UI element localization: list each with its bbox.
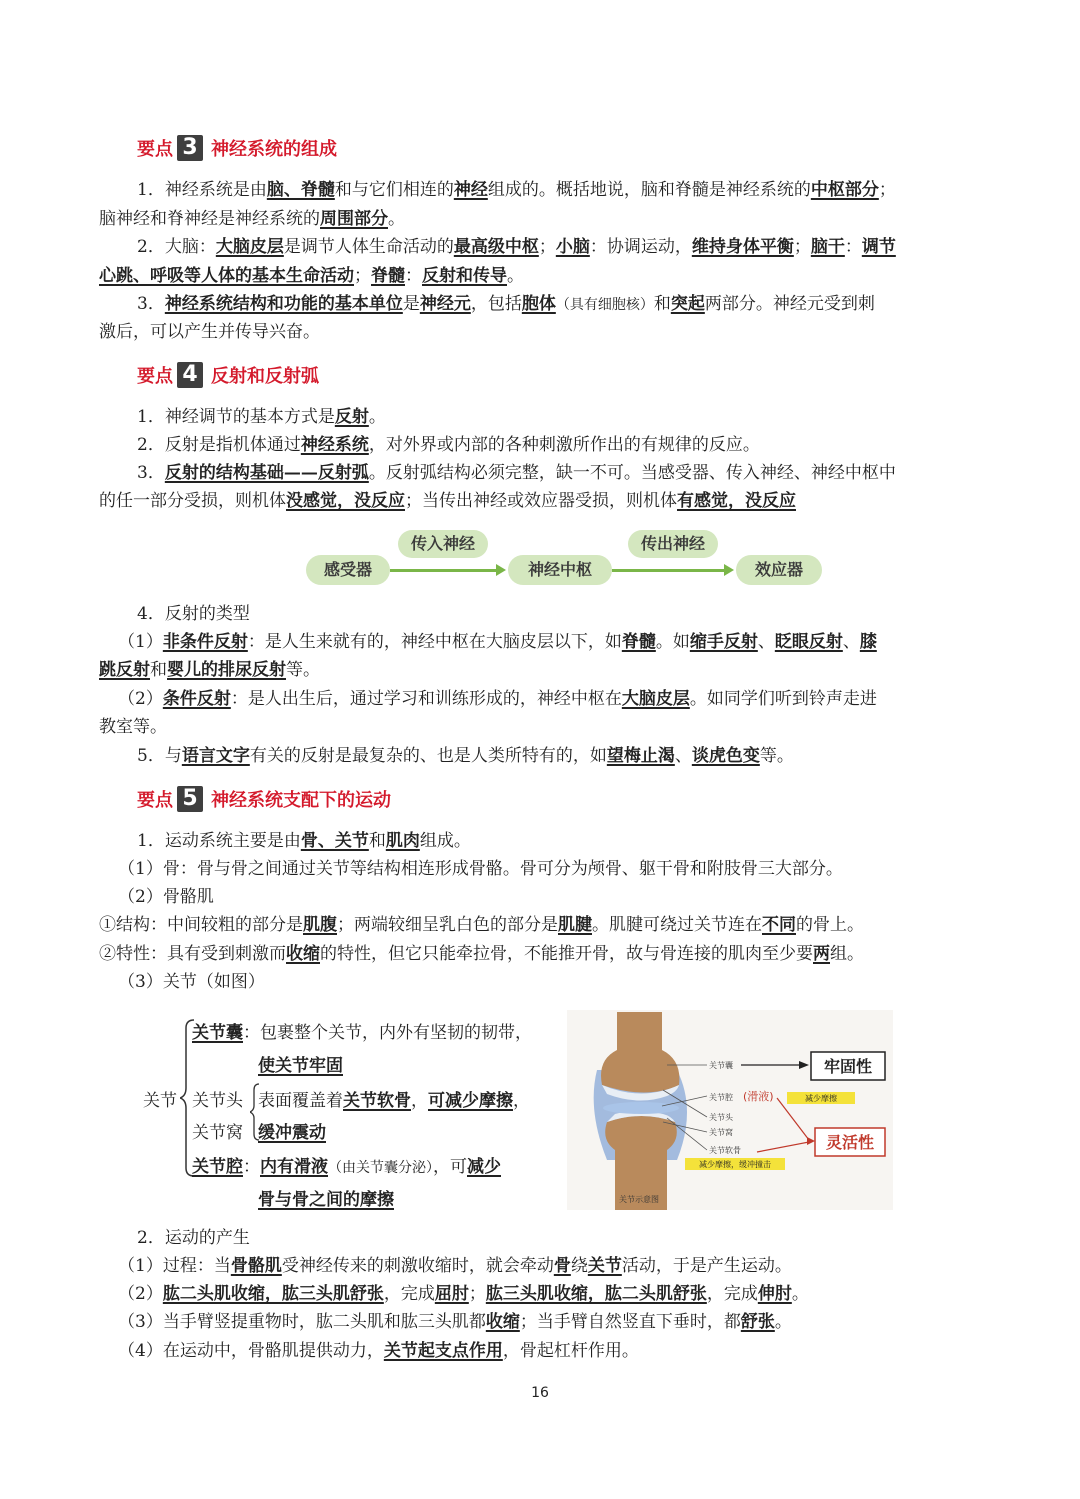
text-run (775, 632, 843, 652)
key-term: 骨 (553, 1256, 571, 1276)
text-run (167, 660, 286, 680)
text-run (435, 1284, 469, 1304)
key-term: 关节软骨 (343, 1091, 411, 1111)
key-term: 维持身体平衡 (691, 237, 794, 257)
key-term: 关节起支点作用 (383, 1341, 503, 1361)
key-term: 反射 (334, 407, 369, 427)
text-run (811, 237, 845, 257)
paragraph-line (99, 940, 989, 968)
text-run: 3． (137, 294, 165, 314)
text-run (301, 831, 369, 851)
section-3-title (137, 133, 337, 163)
text-run (371, 266, 405, 286)
key-term: 反射和传导 (422, 266, 507, 286)
key-term: 婴儿的排尿反射 (167, 660, 286, 680)
text-run: 和 (653, 294, 671, 314)
text-run (860, 632, 877, 652)
text-run: 的任一部分受损，则机体 (99, 491, 286, 511)
paragraph-line (118, 968, 1008, 996)
text-run (486, 1284, 707, 1304)
text-run: ，对外界或内部的各种刺激所作出的有规律的反应。 (368, 435, 760, 455)
text-run: （由关节囊分泌） (328, 1160, 433, 1176)
text-run (163, 1284, 384, 1304)
text-run: 的骨上。 (796, 915, 864, 935)
text-run: 是调节人体生命活动的 (283, 237, 454, 257)
paragraph-line (137, 176, 1027, 204)
key-term: 脑、脊髓 (266, 180, 335, 200)
section-label: 要点 (137, 790, 173, 811)
text-run: （3）当手臂竖提重物时，肱二头肌和肱三头肌都 (118, 1312, 486, 1332)
fig-cartilage-label: 关节软骨 (709, 1146, 741, 1155)
text-run (692, 746, 760, 766)
text-run: 。反射弧结构必须完整，缺一不可。当感受器、传入神经、神经中枢中 (368, 463, 896, 483)
section-heading: 神经系统支配下的运动 (211, 790, 391, 811)
key-term: 条件反射 (162, 689, 231, 709)
text-run: （1） (118, 632, 163, 652)
fig-socket-label: 关节窝 (709, 1128, 733, 1137)
text-run: ：协调运动， (589, 237, 692, 257)
text-run: 受神经传来的刺激收缩时，就会牵动 (281, 1256, 554, 1276)
text-run: 、 (757, 632, 775, 652)
text-run: 表面覆盖着 (258, 1091, 343, 1111)
text-run (556, 237, 590, 257)
text-run: 。 (774, 1312, 792, 1332)
text-run: ；当手臂自然竖直下垂时，都 (519, 1312, 741, 1332)
joint-diagram-figure (567, 1010, 893, 1210)
text-run (231, 1256, 282, 1276)
section-number-badge: 3 (177, 135, 203, 161)
paragraph-line (118, 1252, 1008, 1280)
text-run: 组成的。概括地说，脑和脊髓是神经系统的 (487, 180, 811, 200)
text-run: 和 (368, 831, 386, 851)
key-term: 神经系统结构和功能的基本单位 (164, 294, 403, 314)
text-run (99, 660, 150, 680)
text-run (554, 1256, 571, 1276)
key-term: 减少 (467, 1157, 501, 1177)
text-run: 。如同学们听到铃声走进 (689, 689, 877, 709)
key-term: 小脑 (555, 237, 590, 257)
text-run (422, 266, 507, 286)
section-number-badge: 4 (177, 362, 203, 388)
text-run (762, 915, 796, 935)
text-run: ，骨起杠杆作用。 (502, 1341, 639, 1361)
key-term: 周围部分 (320, 209, 388, 229)
text-run (260, 1157, 328, 1177)
joint-illustration (567, 1010, 893, 1210)
key-term: 缩手反射 (689, 632, 758, 652)
joint-root-label: 关节 (143, 1091, 177, 1111)
text-run (677, 491, 796, 511)
text-run: ①结构：中间较粗的部分是 (99, 915, 303, 935)
text-run (671, 294, 705, 314)
text-run: 。 (388, 209, 405, 229)
key-term: 脊髓 (621, 632, 656, 652)
key-term: 收缩 (485, 1312, 520, 1332)
page-number: 16 (531, 1385, 549, 1401)
text-run (335, 407, 369, 427)
text-run (862, 237, 896, 257)
text-run: ；当传出神经或效应器受损，则机体 (405, 491, 677, 511)
joint-socket-label: 关节窝 (192, 1123, 243, 1143)
text-run: 4．反射的类型 (137, 604, 250, 624)
key-term: 关节囊 (192, 1023, 243, 1043)
afferent-label: 传入神经 (398, 530, 488, 558)
text-run (165, 294, 403, 314)
text-run (258, 1123, 326, 1143)
key-term: 神经元 (419, 294, 471, 314)
section-number-badge: 5 (177, 786, 203, 812)
joint-cavity-line (192, 1152, 501, 1177)
paragraph-line (118, 685, 1008, 713)
flexibility-text: 灵活性 (825, 1133, 875, 1152)
stability-text: 牢固性 (823, 1057, 873, 1076)
text-run: 3． (137, 463, 165, 483)
text-run: ： (243, 1157, 260, 1177)
key-term: 最高级中枢 (453, 237, 539, 257)
text-run: 、 (842, 632, 860, 652)
text-run: （2）骨骼肌 (118, 887, 214, 907)
key-term: 神经系统 (300, 435, 369, 455)
key-term: 可减少摩擦 (428, 1091, 513, 1111)
text-run (622, 689, 690, 709)
joint-head-desc (258, 1086, 530, 1111)
text-run (813, 944, 830, 964)
key-term: 语言文字 (181, 746, 250, 766)
text-run: （3）关节（如图） (118, 972, 265, 992)
text-run (267, 180, 335, 200)
joint-head-label: 关节头 (192, 1091, 243, 1111)
joint-cavity-line-2 (258, 1185, 394, 1210)
fig-capsule-label: 关节囊 (709, 1061, 733, 1070)
key-term: 脊髓 (371, 266, 405, 286)
text-run (486, 1312, 520, 1332)
key-term: 收缩 (286, 944, 320, 964)
text-run: （1）骨：骨与骨之间通过关节等结构相连形成骨骼。骨可分为颅骨、躯干骨和附肢骨三大部分。 (118, 859, 843, 879)
text-run: ； (468, 1284, 486, 1304)
key-term: 骨、关节 (300, 831, 369, 851)
arrow (390, 569, 498, 572)
key-term: 反射的结构基础——反射弧 (164, 463, 369, 483)
text-run: 1．神经调节的基本方式是 (137, 407, 335, 427)
key-term: 舒张 (740, 1312, 775, 1332)
key-term: 有感觉，没反应 (677, 491, 796, 511)
text-run: 等。 (286, 660, 320, 680)
fig-head-label: 关节头 (709, 1113, 733, 1122)
text-run (758, 1284, 792, 1304)
paragraph-line (118, 1308, 1008, 1336)
text-run: （2） (118, 689, 163, 709)
text-run (99, 266, 354, 286)
section-heading: 神经系统的组成 (211, 139, 337, 160)
key-term: 关节腔 (192, 1157, 243, 1177)
paragraph-line (99, 656, 989, 684)
key-term: 调节 (861, 237, 896, 257)
text-run: 2．反射是指机体通过 (137, 435, 301, 455)
text-run: ：是人出生后，通过学习和训练形成的，神经中枢在 (230, 689, 622, 709)
text-run (286, 491, 405, 511)
text-run (467, 1157, 501, 1177)
text-run: 和与它们相连的 (334, 180, 454, 200)
fig-tag-1: 减少摩擦 (805, 1094, 837, 1103)
key-term: 大脑皮层 (215, 237, 284, 257)
key-term: 关节 (587, 1256, 622, 1276)
text-run (320, 209, 388, 229)
key-term: 突起 (670, 294, 705, 314)
key-term: 大脑皮层 (621, 689, 690, 709)
key-term: 肱二头肌收缩，肱三头肌舒张 (162, 1284, 384, 1304)
paragraph-line (137, 403, 1027, 431)
reflex-arc-diagram (306, 530, 826, 590)
text-run: 的特性，但它只能牵拉骨，不能推开骨，故与骨连接的肌肉至少要 (320, 944, 813, 964)
arrow-head (496, 564, 506, 576)
text-run (301, 435, 369, 455)
text-run: ：是人生来就有的，神经中枢在大脑皮层以下，如 (247, 632, 622, 652)
key-term: 内有滑液 (260, 1157, 328, 1177)
text-run (192, 1023, 243, 1043)
efferent-label: 传出神经 (628, 530, 718, 558)
paragraph-line (137, 290, 1027, 319)
text-run: 等。 (759, 746, 794, 766)
text-run (428, 1091, 513, 1111)
fig-tag-2: 减少摩擦，缓冲撞击 (699, 1160, 771, 1169)
paragraph-line (99, 911, 989, 939)
text-run: ： (405, 266, 422, 286)
section-label: 要点 (137, 139, 173, 160)
text-run (558, 915, 592, 935)
key-term: 骨骼肌 (230, 1256, 282, 1276)
fig-cavity-label: 关节腔 (709, 1093, 733, 1102)
center-node: 神经中枢 (508, 555, 612, 585)
paragraph-line (99, 262, 989, 290)
key-term: 跳反射 (99, 660, 150, 680)
text-run: 脑神经和脊神经是神经系统的 (99, 209, 320, 229)
text-run: ， (513, 1091, 530, 1111)
key-term: 缓冲震动 (258, 1123, 326, 1143)
section-5-title (137, 784, 391, 814)
paragraph-line (118, 1280, 1008, 1308)
key-term: 肌腱 (558, 915, 592, 935)
text-run (258, 1190, 394, 1210)
text-run: （具有细胞核） (555, 297, 654, 313)
key-term: 使关节牢固 (258, 1056, 343, 1076)
key-term: 肱三头肌收缩，肱二头肌舒张 (485, 1284, 707, 1304)
paragraph-line (137, 233, 1027, 261)
key-term: 肌腹 (303, 915, 337, 935)
text-run (454, 237, 539, 257)
paragraph-line (137, 742, 1027, 770)
joint-capsule-line-2 (258, 1051, 343, 1076)
key-term: 两 (813, 944, 830, 964)
text-run: 、 (674, 746, 692, 766)
text-run: ，可 (433, 1157, 467, 1177)
effector-node: 效应器 (736, 555, 822, 585)
text-run (303, 915, 337, 935)
paragraph-line (99, 487, 989, 515)
text-run (182, 746, 250, 766)
text-run (811, 180, 879, 200)
text-run: 和 (150, 660, 167, 680)
text-run: 教室等。 (99, 717, 167, 737)
text-run: ； (538, 237, 556, 257)
text-run (163, 689, 231, 709)
text-run: ， (411, 1091, 428, 1111)
section-heading: 反射和反射弧 (211, 366, 319, 387)
text-run: 是 (402, 294, 420, 314)
key-term: 神经 (453, 180, 488, 200)
text-run (692, 237, 794, 257)
text-run: ，包括 (470, 294, 522, 314)
text-run (588, 1256, 622, 1276)
text-run (216, 237, 284, 257)
text-run (165, 463, 369, 483)
joint-capsule-line (192, 1018, 532, 1043)
joint-head-desc-2 (258, 1118, 326, 1143)
text-run: 。 (791, 1284, 809, 1304)
text-run: （2） (118, 1284, 163, 1304)
fig-caption: 关节示意图 (619, 1195, 659, 1204)
text-run: 。 (507, 266, 524, 286)
key-term: 望梅止渴 (606, 746, 675, 766)
text-run (163, 632, 248, 652)
text-run (420, 294, 471, 314)
text-run: （4）在运动中，骨骼肌提供动力， (118, 1341, 384, 1361)
text-run: ②特性：具有受到刺激而 (99, 944, 286, 964)
fig-fluid-label: (滑液) (743, 1090, 774, 1103)
text-run (192, 1157, 243, 1177)
text-run: 有关的反射是最复杂的、也是人类所特有的，如 (249, 746, 607, 766)
text-run: 活动，于是产生运动。 (621, 1256, 792, 1276)
text-run: 。 (368, 407, 386, 427)
text-run (258, 1056, 343, 1076)
text-run (522, 294, 556, 314)
receptor-node: 感受器 (306, 555, 390, 585)
text-run: 绕 (570, 1256, 588, 1276)
text-run (343, 1091, 411, 1111)
paragraph-line (137, 827, 1027, 855)
key-term: 没感觉，没反应 (286, 491, 405, 511)
key-term: 不同 (762, 915, 796, 935)
key-term: 骨与骨之间的摩擦 (258, 1190, 394, 1210)
text-run: ； (878, 180, 896, 200)
key-term: 非条件反射 (162, 632, 248, 652)
arrow (612, 569, 726, 572)
section-4-title (137, 360, 319, 390)
paragraph-line (118, 883, 1008, 911)
paragraph-line (99, 318, 989, 346)
paragraph-line (137, 600, 1027, 628)
key-term: 脑干 (810, 237, 845, 257)
text-run (384, 1341, 503, 1361)
text-run: 1．神经系统是由 (137, 180, 267, 200)
text-run: 组。 (830, 944, 864, 964)
key-term: 眨眼反射 (774, 632, 843, 652)
text-run: 1．运动系统主要是由 (137, 831, 301, 851)
text-run (741, 1312, 775, 1332)
key-term: 心跳、呼吸等人体的基本生命活动 (99, 266, 354, 286)
text-run (386, 831, 420, 851)
key-term: 膝 (859, 632, 877, 652)
key-term: 屈肘 (434, 1284, 469, 1304)
text-run: （1）过程：当 (118, 1256, 231, 1276)
key-term: 肌肉 (385, 831, 420, 851)
paragraph-line (137, 431, 1027, 459)
paragraph-line (118, 855, 1008, 883)
text-run (454, 180, 488, 200)
text-run: 激后，可以产生并传导兴奋。 (99, 322, 320, 342)
key-term: 中枢部分 (810, 180, 879, 200)
text-run: 5．与 (137, 746, 182, 766)
section-label: 要点 (137, 366, 173, 387)
text-run: 。如 (655, 632, 690, 652)
paragraph-line (137, 1224, 1027, 1252)
paragraph-line (99, 713, 989, 741)
text-run: ： (844, 237, 862, 257)
text-run: 2．运动的产生 (137, 1228, 250, 1248)
paragraph-line (118, 628, 1008, 656)
arrow-head (724, 564, 734, 576)
text-run (607, 746, 675, 766)
paragraph-line (118, 1337, 1008, 1365)
paragraph-line (99, 205, 989, 233)
text-run: 两部分。神经元受到刺 (704, 294, 875, 314)
key-term: 伸肘 (757, 1284, 792, 1304)
text-run: 2．大脑： (137, 237, 216, 257)
text-run: ，完成 (383, 1284, 435, 1304)
key-term: 胞体 (521, 294, 556, 314)
text-run (622, 632, 656, 652)
text-run: 。肌腱可绕过关节连在 (592, 915, 762, 935)
text-run: 组成。 (419, 831, 471, 851)
paragraph-line (137, 459, 1027, 487)
text-run: ； (354, 266, 371, 286)
key-term: 谈虎色变 (691, 746, 760, 766)
text-run: ； (793, 237, 811, 257)
text-run (690, 632, 758, 652)
text-run: ，完成 (706, 1284, 758, 1304)
text-run: ；两端较细呈乳白色的部分是 (337, 915, 558, 935)
text-run (286, 944, 320, 964)
text-run: ：包裹整个关节，内外有坚韧的韧带， (243, 1023, 532, 1043)
